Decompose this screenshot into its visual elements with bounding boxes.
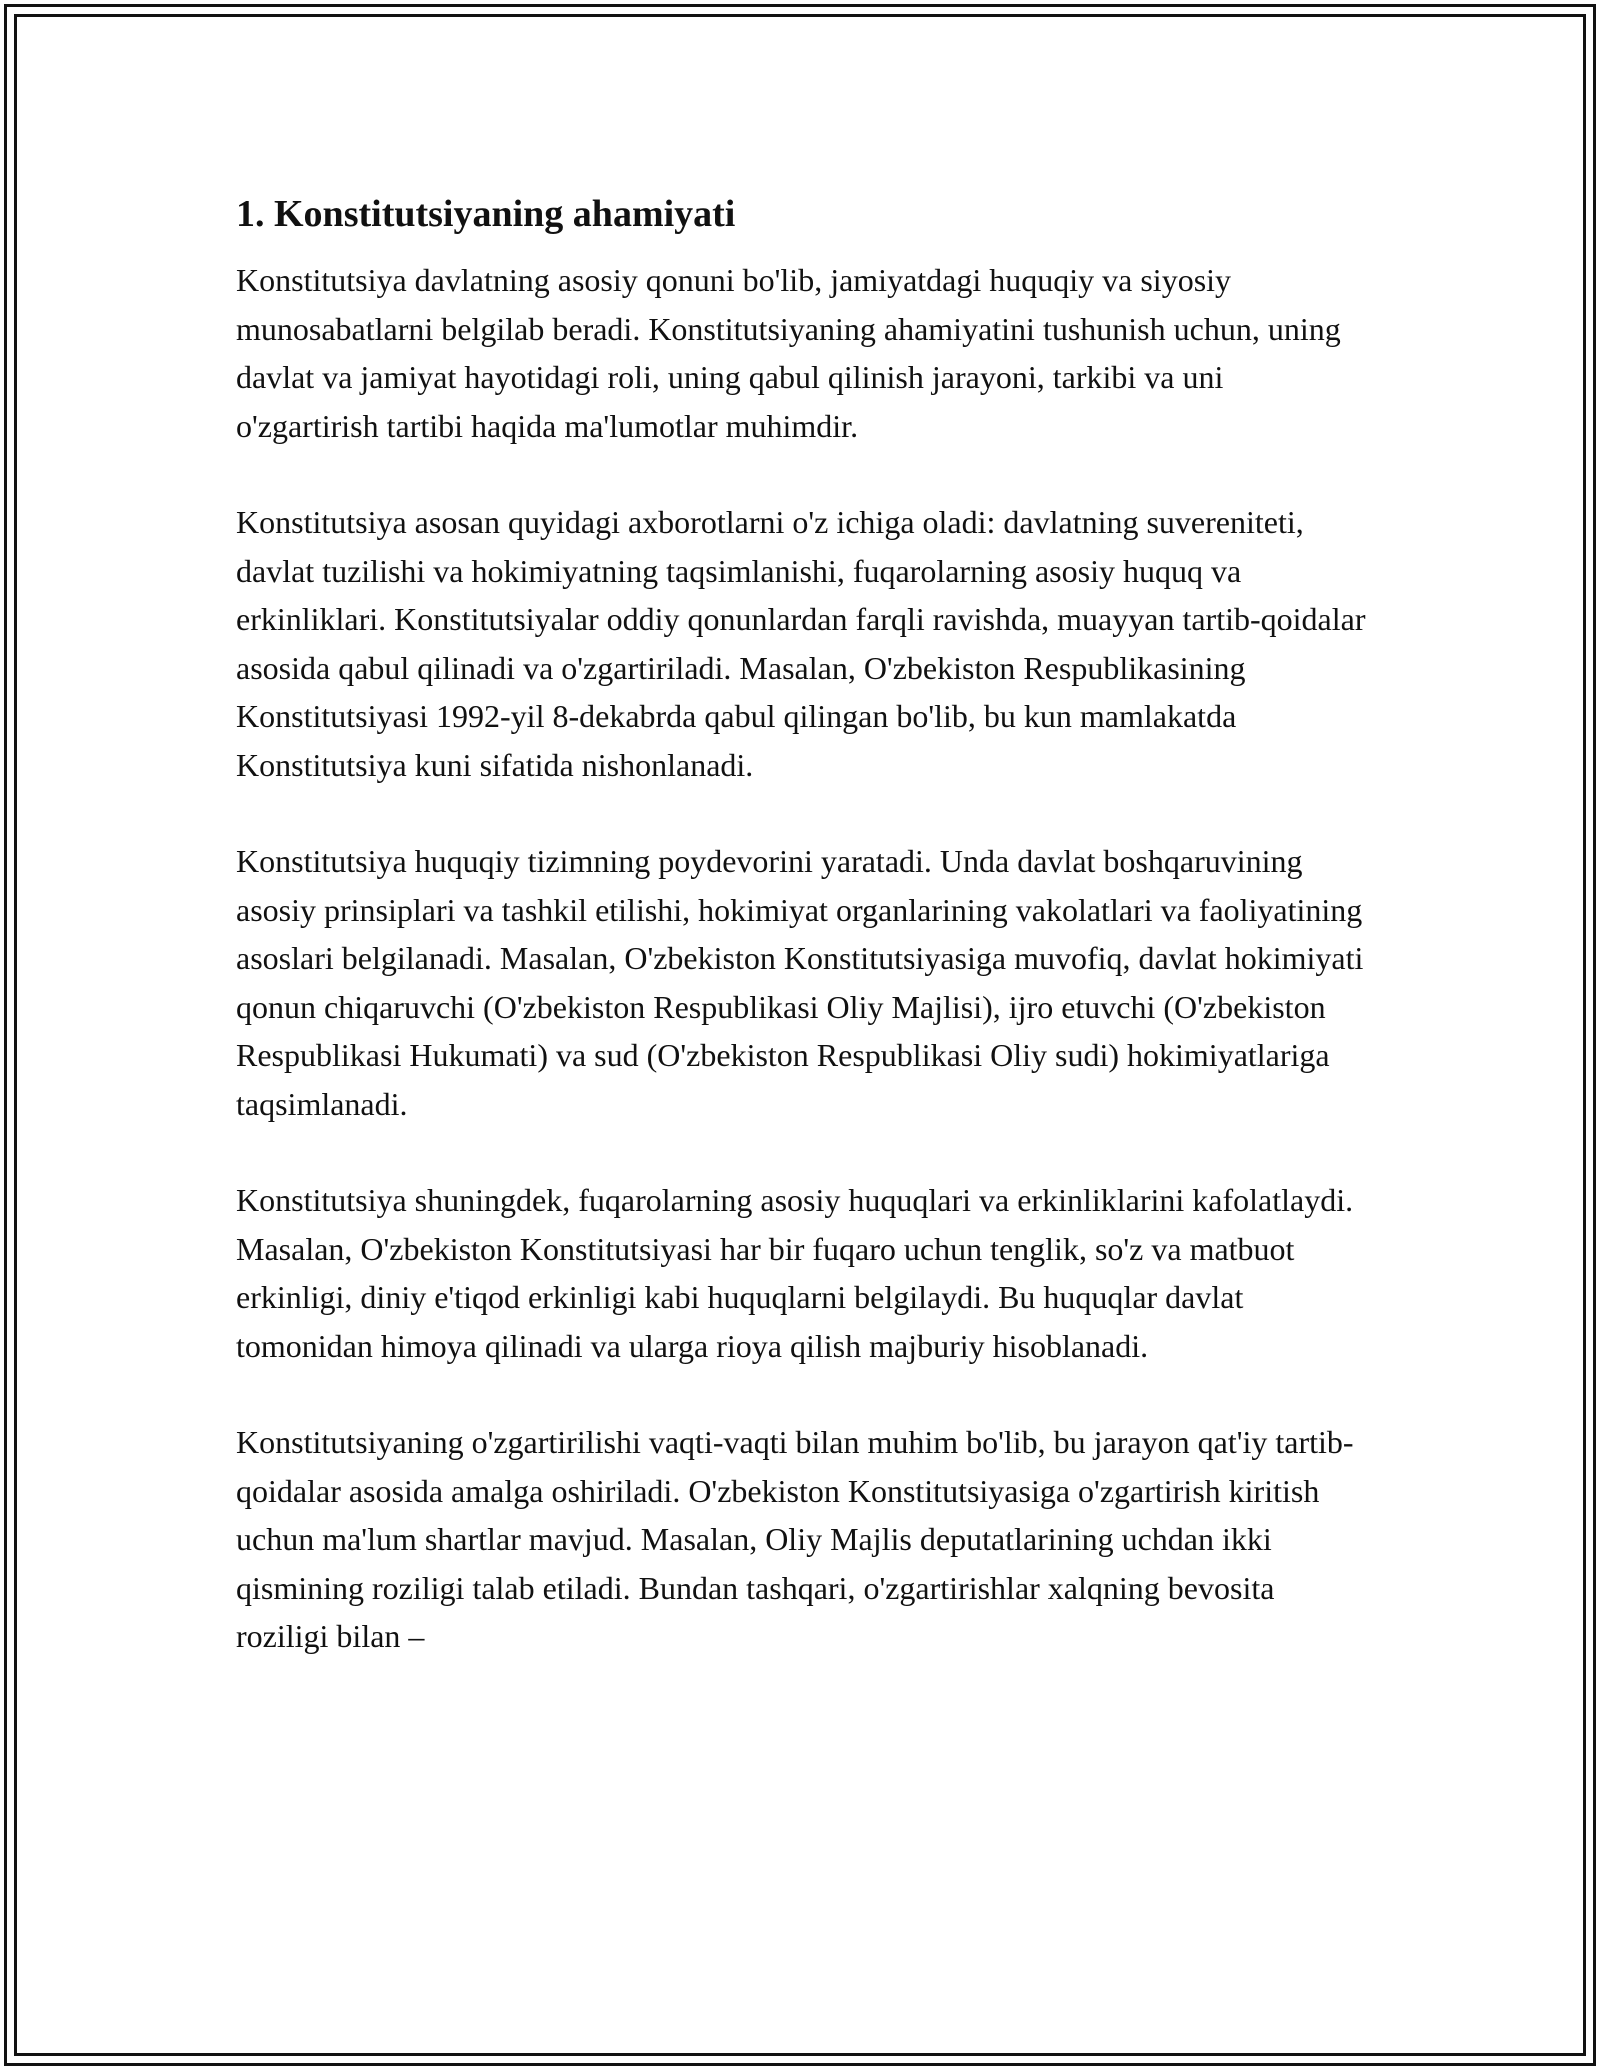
paragraph-3: Konstitutsiya huquqiy tizimning poydevorini yaratadi. Unda davlat boshqaruvining asosiy prinsiplari va tashkil etilishi, hokimiyat organlarining vakolatlari va faoliyatining asoslari belgilanadi. Masalan, O'zbekiston Konstitutsiyasiga muvofiq, davlat hokimiyati qonun chiqaruvchi (O'zbekiston Respublikasi Oliy Majlisi), ijro etuvchi (O'zbekiston Respublikasi Hukumati) va sud (O'zbekiston Respublikasi Oliy sudi) hokimiyatlariga taqsimlanadi. (236, 843, 1364, 1122)
paragraph-1: Konstitutsiya davlatning asosiy qonuni bo'lib, jamiyatdagi huquqiy va siyosiy munosabatlarni belgilab beradi. Konstitutsiyaning ahamiyatini tushunish uchun, uning davlat va jamiyat hayotidagi roli, uning qabul qilinish jarayoni, tarkibi va uni o'zgartirish tartibi haqida ma'lumotlar muhimdir. (236, 262, 1341, 444)
document-body (236, 186, 1366, 1709)
paragraph-5: Konstitutsiyaning o'zgartirilishi vaqti-vaqti bilan muhim bo'lib, bu jarayon qat'iy tartib-qoidalar asosida amalga oshiriladi. O'zbekiston Konstitutsiyasiga o'zgartirish kiritish uchun ma'lum shartlar mavjud. Masalan, Oliy Majlis deputatlarining uchdan ikki qismining roziligi talab etiladi. Bundan tashqari, o'zgartirishlar xalqning bevosita roziligi bilan – (236, 1424, 1354, 1654)
paragraph-2: Konstitutsiya asosan quyidagi axborotlarni o'z ichiga oladi: davlatning suvereniteti, davlat tuzilishi va hokimiyatning taqsimlanishi, fuqarolarning asosiy huquq va erkinliklari. Konstitutsiyalar oddiy qonunlardan farqli ravishda, muayyan tartib-qoidalar asosida qabul qilinadi va o'zgartiriladi. Masalan, O'zbekiston Respublikasining Konstitutsiyasi 1992-yil 8-dekabrda qabul qilingan bo'lib, bu kun mamlakatda Konstitutsiya kuni sifatida nishonlanadi. (236, 504, 1366, 783)
paragraph-4: Konstitutsiya shuningdek, fuqarolarning asosiy huquqlari va erkinliklarini kafolatlaydi. Masalan, O'zbekiston Konstitutsiyasi har bir fuqaro uchun tenglik, so'z va matbuot erkinligi, diniy e'tiqod erkinligi kabi huquqlarni belgilaydi. Bu huquqlar davlat tomonidan himoya qilinadi va ularga rioya qilish majburiy hisoblanadi. (236, 1182, 1354, 1364)
section-heading: 1. Konstitutsiyaning ahamiyati (236, 193, 736, 235)
